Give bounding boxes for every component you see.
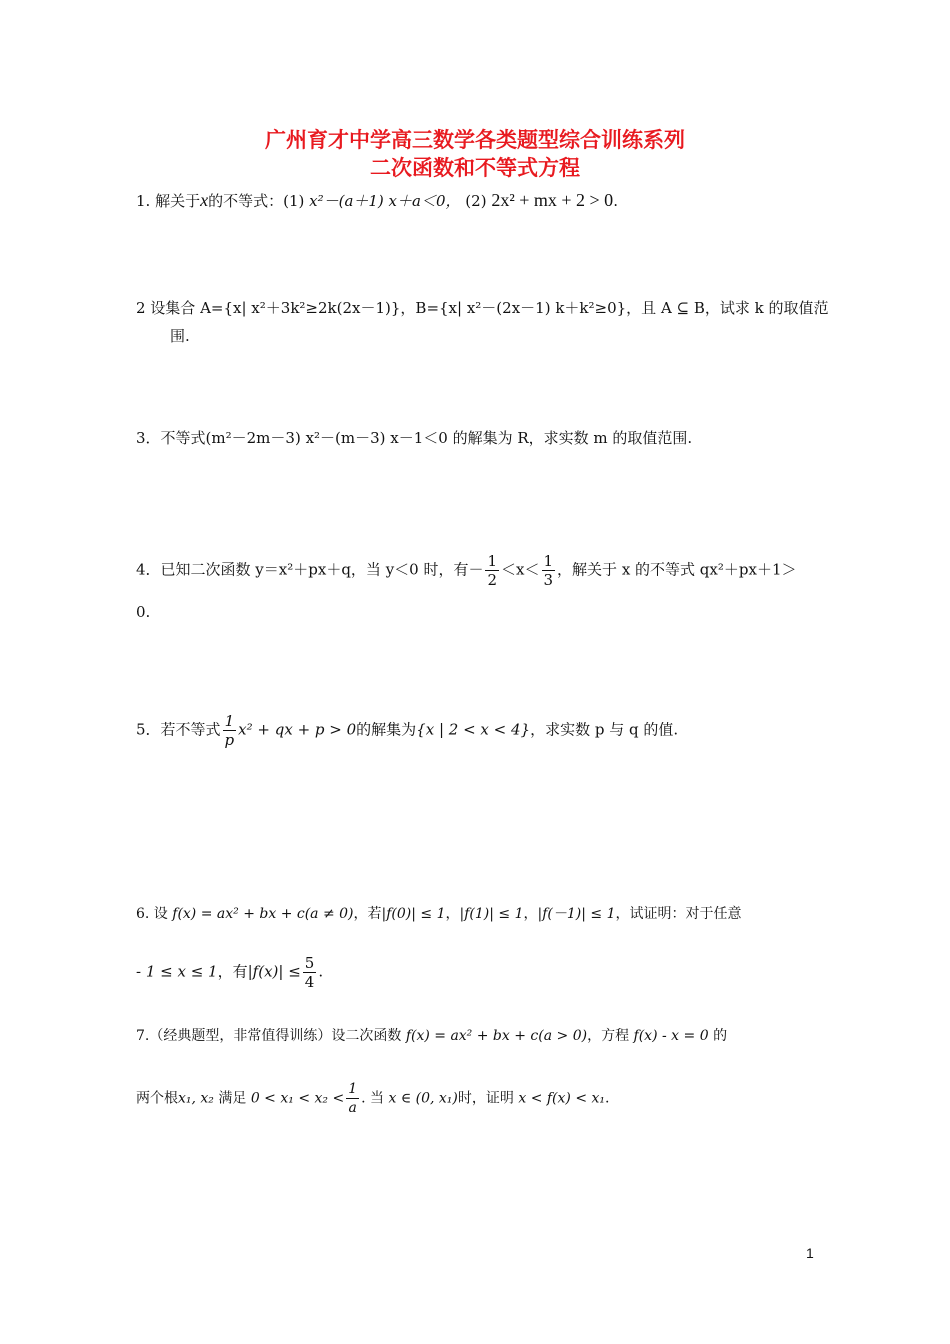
q5-text-c: 的解集为: [356, 720, 417, 739]
q6-sep-1: ，: [445, 906, 460, 922]
q6-text-b: ，若: [353, 906, 382, 922]
q6-cond-1: |f(0)| ≤ 1: [381, 906, 446, 922]
q6-cond-2: |f(1)| ≤ 1: [459, 906, 524, 922]
q4-fraction-half: [485, 552, 499, 589]
q7-frac-den: a: [348, 1100, 357, 1116]
q7-text-prove: 时，证明: [457, 1090, 514, 1107]
question-4-line-2: 0.: [136, 603, 151, 621]
q7-text-satisfy: 满足: [218, 1090, 247, 1107]
q7-text-a: 7.（经典题型，非常值得训练）设二次函数: [136, 1028, 402, 1044]
q5-text-d: ，求实数 p 与 q 的值.: [530, 720, 679, 739]
q1-part2: (2): [465, 192, 487, 210]
q6-abs-fx: |f(x)| ≤: [247, 962, 301, 981]
q7-frac-num: 1: [348, 1081, 358, 1097]
question-7-line-1: [136, 1026, 727, 1046]
q6-frac-num: 5: [304, 954, 315, 972]
q6-range: - 1 ≤ x ≤ 1: [136, 962, 218, 981]
q7-text-roots: 两个根: [136, 1090, 178, 1107]
q6-fraction: [303, 954, 317, 991]
q4-text-a: 4．已知二次函数 y＝x²＋px＋q，当 y＜0 时，有－: [136, 560, 484, 579]
q7-roots: x₁, x₂: [178, 1090, 214, 1107]
q6-text-have: ，有: [217, 962, 248, 981]
q5-solution-set: {x | 2 < x < 4}: [416, 720, 531, 739]
q1-mid: 的不等式：(1): [208, 192, 305, 210]
q7-function: f(x) = ax² + bx + c(a > 0): [405, 1028, 588, 1044]
question-7-line-2: [136, 1080, 609, 1117]
q5-frac-num: 1: [223, 712, 237, 731]
q7-text-when: . 当: [361, 1090, 385, 1107]
q7-fraction: [346, 1080, 359, 1117]
q7-text-b: ，方程: [587, 1028, 630, 1044]
q5-text-a: 5．若不等式: [136, 720, 221, 739]
q4-frac2-den: 3: [543, 571, 554, 589]
q7-inequality: 0 < x₁ < x₂ <: [250, 1090, 345, 1107]
q7-text-c: 的: [713, 1028, 728, 1044]
q4-frac1-num: 1: [487, 552, 498, 570]
q5-fraction: [223, 712, 237, 749]
question-3: 3．不等式(m²－2m－3) x²－(m－3) x－1＜0 的解集为 R，求实数 m 的取值范围.: [136, 429, 693, 447]
q7-conclusion: x < f(x) < x₁: [518, 1090, 606, 1107]
q5-inequality: x² + qx + p > 0: [238, 720, 357, 739]
q4-fraction-third: [542, 552, 556, 589]
q6-function: f(x) = ax² + bx + c(a ≠ 0): [172, 906, 354, 922]
q6-text-d: ，试证明：对于任意: [615, 906, 742, 922]
q6-text-a: 6. 设: [136, 906, 168, 922]
question-6-line-1: [136, 904, 741, 924]
q1-var: x: [200, 190, 209, 210]
q1-prefix: 1. 解关于: [136, 192, 201, 210]
q6-frac-den: 4: [304, 973, 315, 991]
q6-cond-3: |f(－1)| ≤ 1: [537, 906, 616, 922]
question-4-line-1: [136, 552, 797, 589]
q1-expr1: x²－(a＋1) x＋a＜0，: [309, 192, 461, 210]
q7-equation: f(x) - x = 0: [633, 1028, 709, 1044]
q4-frac2-num: 1: [543, 552, 554, 570]
q1-end: .: [613, 192, 618, 210]
q7-end: .: [605, 1090, 610, 1107]
question-6-line-2: [136, 954, 323, 991]
page-number: 1: [806, 1245, 814, 1261]
question-2-line-1: 2 设集合 A={x| x²＋3k²≥2k(2x－1)}，B={x| x²－(2x－1) k＋k²≥0}，且 A ⊆ B，试求 k 的取值范: [136, 299, 829, 317]
q4-text-b: ＜x＜: [501, 560, 540, 579]
question-1: [136, 190, 618, 211]
q6-end: .: [318, 962, 324, 981]
q4-text-c: ，解关于 x 的不等式 qx²＋px＋1＞: [557, 560, 797, 579]
q1-expr2: 2x² + mx + 2 > 0: [491, 190, 614, 210]
q6-sep-2: ，: [523, 906, 538, 922]
q5-frac-den: p: [224, 731, 235, 749]
title-line-1: 广州育才中学高三数学各类题型综合训练系列: [265, 128, 685, 152]
q7-interval: x ∈ (0, x₁): [388, 1090, 458, 1107]
title-line-2: 二次函数和不等式方程: [370, 156, 580, 180]
question-2-line-2: 围.: [170, 327, 190, 345]
question-5: [136, 712, 678, 749]
q4-frac1-den: 2: [487, 571, 498, 589]
